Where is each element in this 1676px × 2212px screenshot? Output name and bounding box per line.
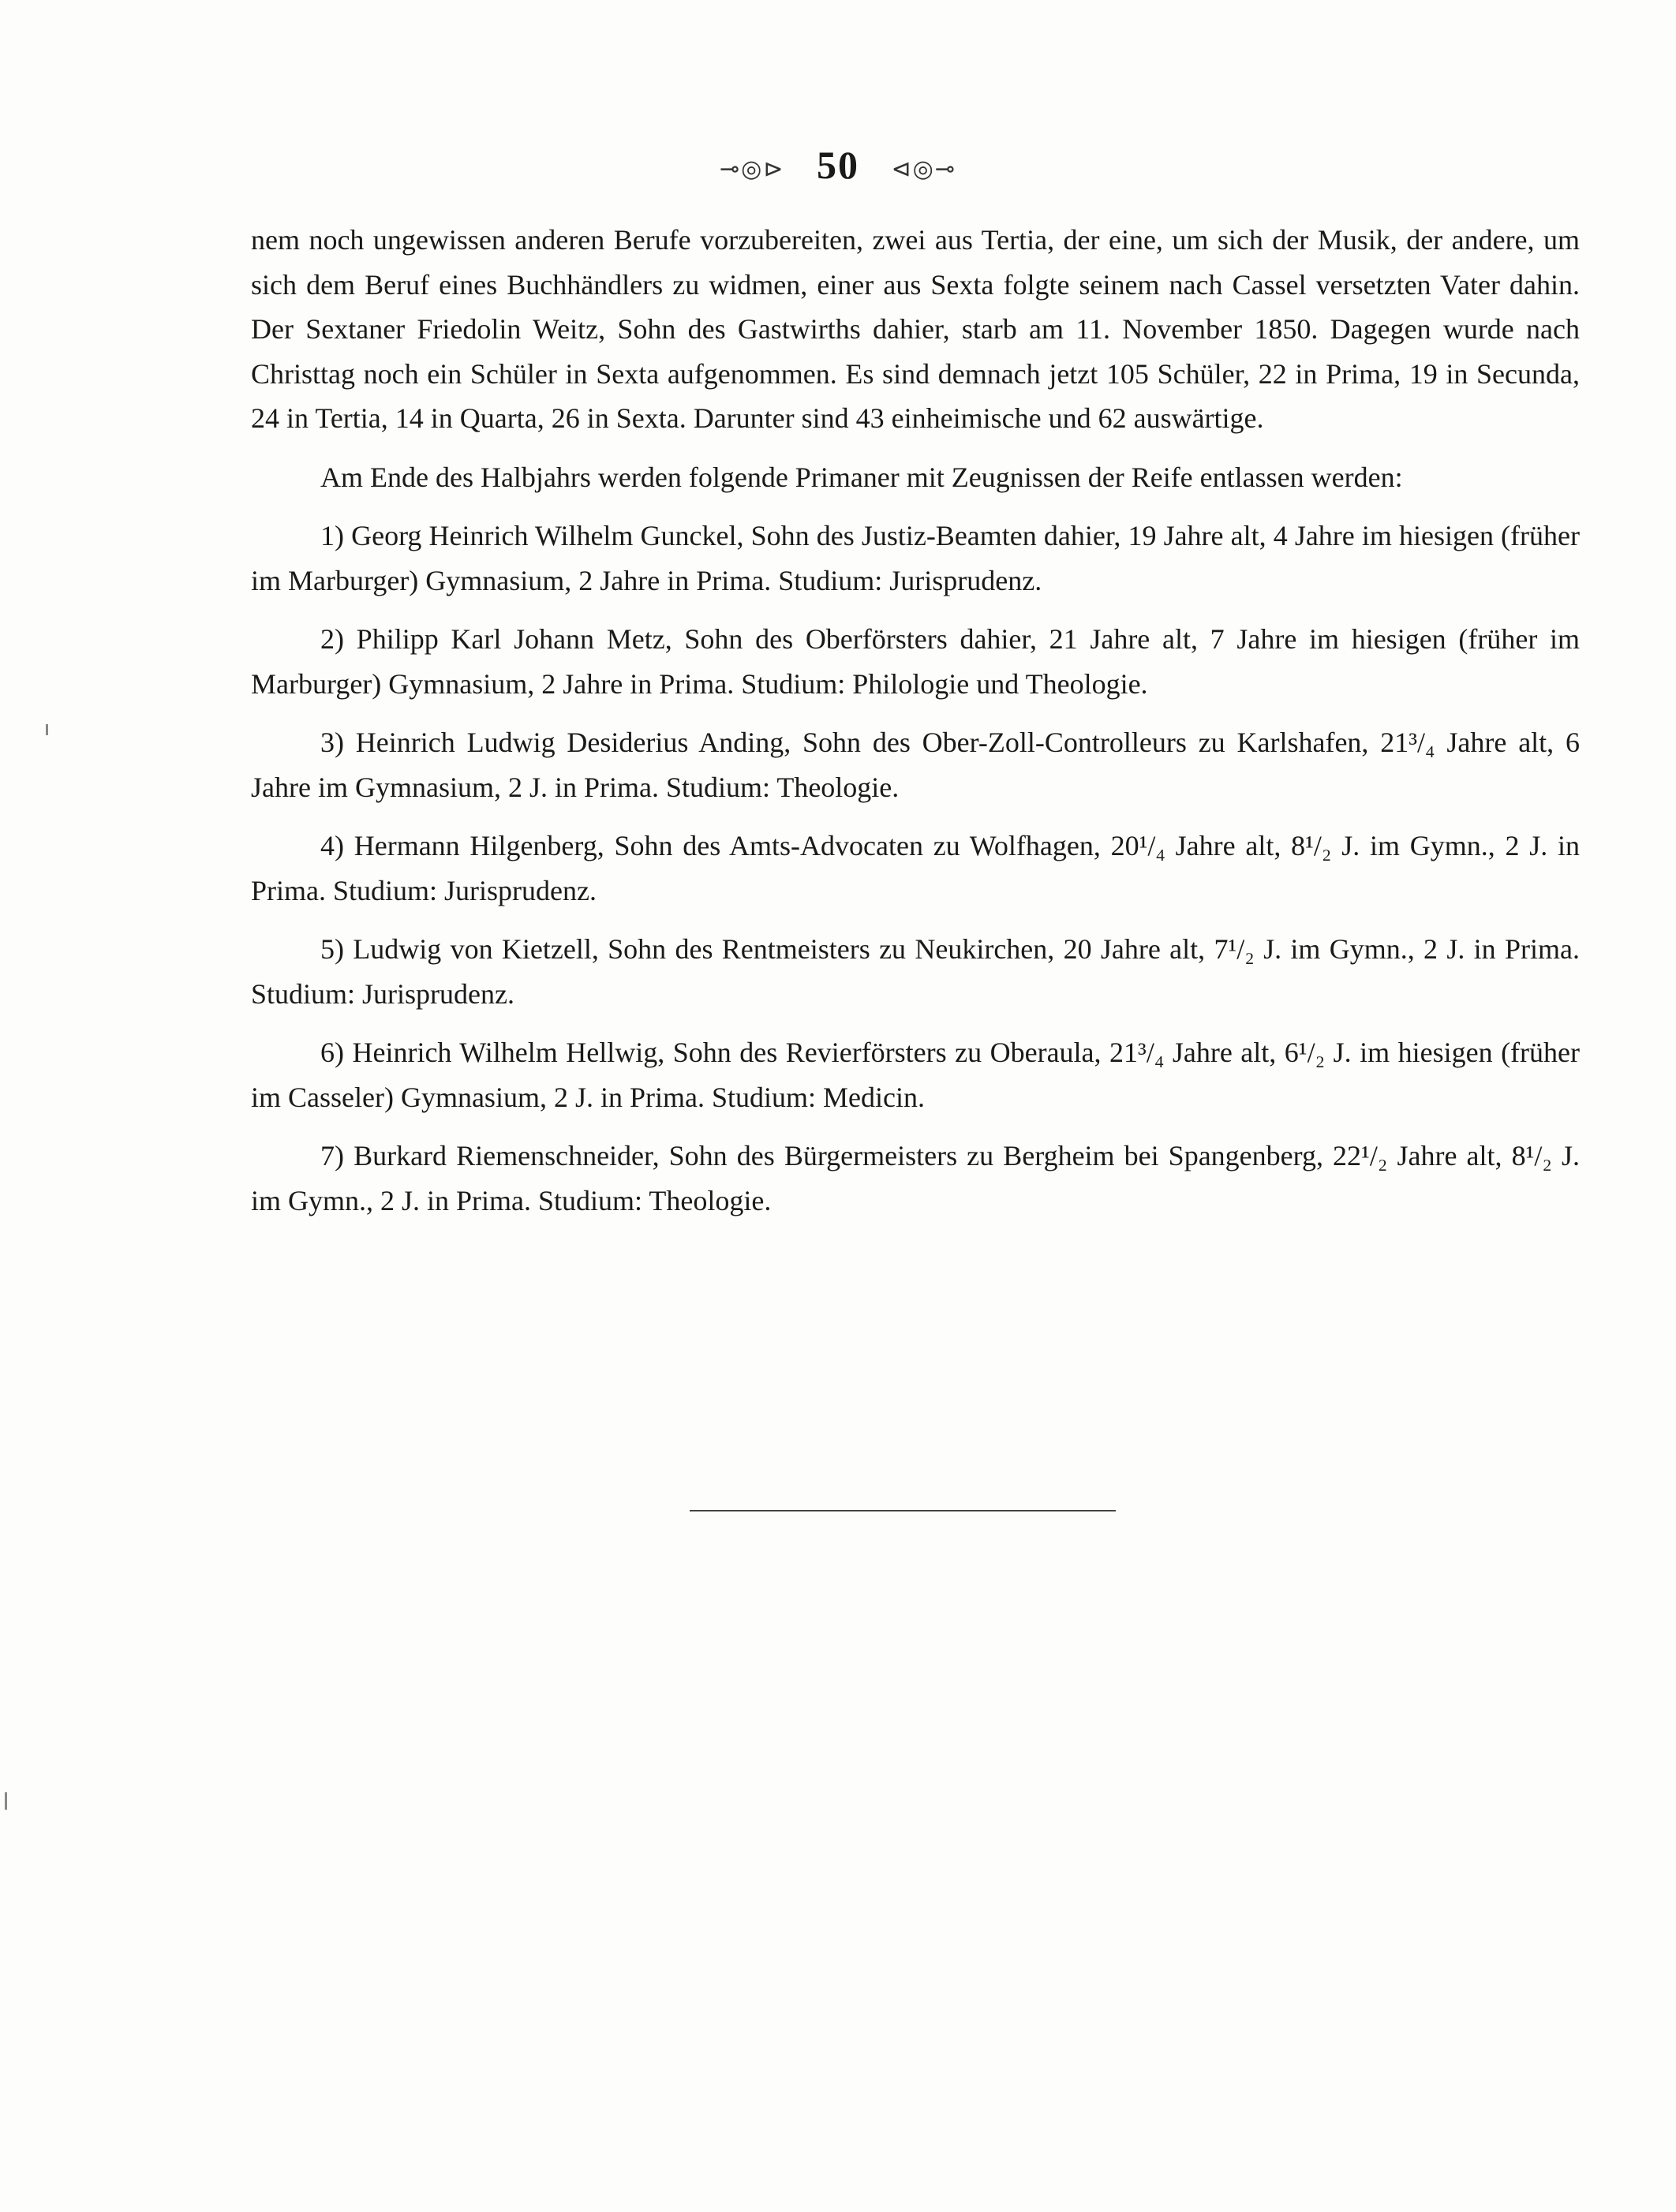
list-item-graduate-7: 7) Burkard Riemenschneider, Sohn des Bürgermeisters zu Bergheim bei Spangenberg, 22¹/₂ Jahre alt, 8¹/₂ J. im Gymn., 2 J. in Prima. Studium: Theologie. [251, 1140, 1580, 1216]
list-item-graduate-6: 6) Heinrich Wilhelm Hellwig, Sohn des Revierförsters zu Oberaula, 21³/₄ Jahre alt, 6¹/₂ J. im hiesigen (früher im Casseler) Gymnasium, 2 J. in Prima. Studium: Medicin. [251, 1037, 1580, 1113]
body-text [251, 218, 1580, 1237]
list-item-graduate-5: 5) Ludwig von Kietzell, Sohn des Rentmeisters zu Neukirchen, 20 Jahre alt, 7¹/₂ J. im Gymn., 2 J. in Prima. Studium: Jurisprudenz. [251, 933, 1580, 1010]
list-item-graduate-3: 3) Heinrich Ludwig Desiderius Anding, Sohn des Ober-Zoll-Controlleurs zu Karlshafen, 21³/₄ Jahre alt, 6 Jahre im Gymnasium, 2 J. in Prima. Studium: Theologie. [251, 727, 1580, 803]
section-divider-rule [690, 1510, 1116, 1511]
paper-speck [5, 1792, 7, 1810]
page-number: 50 [817, 143, 859, 187]
paragraph-continuation: nem noch ungewissen anderen Berufe vorzubereiten, zwei aus Tertia, der eine, um sich der Musik, der andere, um sich dem Beruf eines Buchhändlers zu widmen, einer aus Sexta folgte seinem nach Cassel versetzten Vater dahin. Der Sextaner Friedolin Weitz, Sohn des Gastwirths dahier, starb am 11. November 1850. Dagegen wurde nach Christtag noch ein Schüler in Sexta aufgenommen. Es sind demnach jetzt 105 Schüler, 22 in Prima, 19 in Secunda, 24 in Tertia, 14 in Quarta, 26 in Sexta. Darunter sind 43 einheimische und 62 auswärtige. [251, 224, 1580, 434]
ornament-left-icon: ⊸◎⊳ [720, 156, 785, 183]
list-item-graduate-1: 1) Georg Heinrich Wilhelm Gunckel, Sohn des Justiz-Beamten dahier, 19 Jahre alt, 4 Jahre im hiesigen (früher im Marburger) Gymnasium, 2 Jahre in Prima. Studium: Jurisprudenz. [251, 520, 1580, 596]
list-item-graduate-2: 2) Philipp Karl Johann Metz, Sohn des Oberförsters dahier, 21 Jahre alt, 7 Jahre im hiesigen (früher im Marburger) Gymnasium, 2 Jahre in Prima. Studium: Philologie und Theologie. [251, 623, 1580, 700]
list-item-graduate-4: 4) Hermann Hilgenberg, Sohn des Amts-Advocaten zu Wolfhagen, 20¹/₄ Jahre alt, 8¹/₂ J. im Gymn., 2 J. in Prima. Studium: Jurisprudenz. [251, 830, 1580, 906]
paper-speck [46, 724, 48, 735]
paragraph-graduates-intro: Am Ende des Halbjahrs werden folgende Primaner mit Zeugnissen der Reife entlassen werden: [320, 461, 1403, 493]
page-header [0, 142, 1676, 188]
ornament-right-icon: ⊲◎⊸ [891, 156, 956, 183]
bleed-through-lower [260, 1361, 1570, 1405]
